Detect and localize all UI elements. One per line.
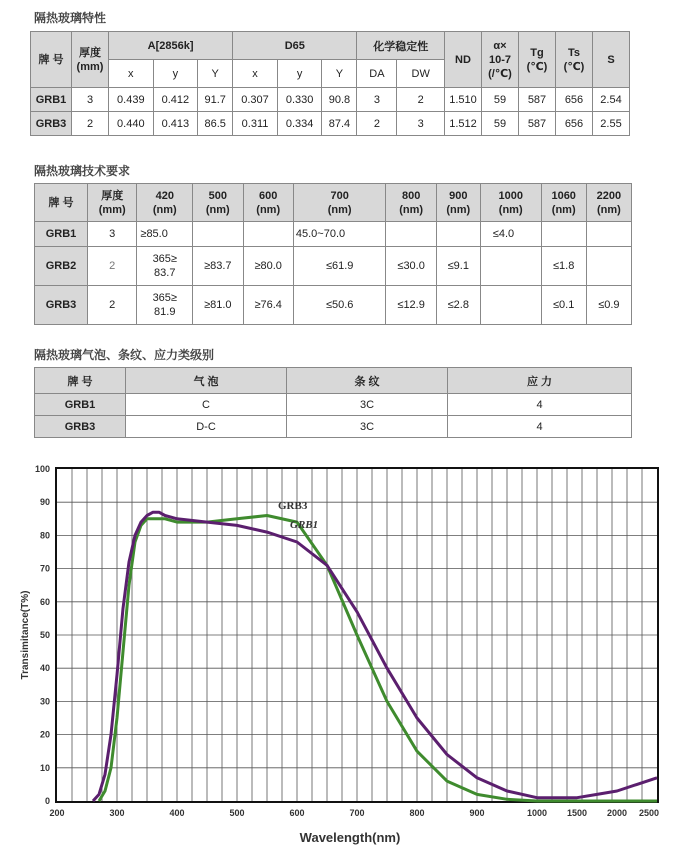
transmittance-chart — [0, 455, 694, 852]
table-cell: ≤9.1 — [436, 247, 480, 286]
header-500: 500 (nm) — [193, 184, 243, 222]
table-cell: 91.7 — [198, 88, 233, 112]
table-cell: 2.54 — [593, 88, 630, 112]
table-cell: C — [126, 394, 287, 416]
y-tick-label: 20 — [39, 729, 50, 740]
table-row — [31, 88, 630, 112]
table-cell: 0.311 — [233, 112, 278, 136]
y-tick-label: 0 — [44, 796, 50, 806]
table-cell: ≥76.4 — [243, 286, 293, 325]
subheader-x: x — [109, 60, 154, 88]
x-axis-label: Wavelength(nm) — [299, 830, 401, 845]
table-cell: ≤1.8 — [541, 247, 586, 286]
table-header-row — [35, 184, 632, 222]
x-tick-label: 200 — [49, 808, 65, 818]
y-tick-label: 90 — [39, 497, 50, 508]
table-row — [31, 112, 630, 136]
table-cell — [480, 247, 541, 286]
header-600: 600 (nm) — [243, 184, 293, 222]
header-2200: 2200 (nm) — [586, 184, 631, 222]
subheader-Y: Y — [322, 60, 357, 88]
table-cell: 3C — [287, 416, 448, 438]
grade-cell: GRB3 — [31, 112, 72, 136]
header-tg: Tg (℃) — [519, 32, 556, 88]
table-cell: 1.512 — [445, 112, 482, 136]
table-cell — [436, 222, 480, 247]
header-1000: 1000 (nm) — [480, 184, 541, 222]
table-cell: 365≥ 83.7 — [137, 247, 193, 286]
table-cell: ≤30.0 — [386, 247, 436, 286]
header-chem-stability: 化学稳定性 — [357, 32, 445, 60]
table-cell: 587 — [519, 112, 556, 136]
header-bubbles: 气 泡 — [126, 368, 287, 394]
y-tick-label: 10 — [39, 762, 50, 773]
table-cell: 0.307 — [233, 88, 278, 112]
y-tick-label: 100 — [34, 464, 50, 474]
grade-cell: GRB3 — [35, 416, 126, 438]
header-grade: 牌 号 — [35, 184, 88, 222]
subheader-x: x — [233, 60, 278, 88]
table-cell: 2 — [88, 286, 137, 325]
x-tick-label: 1500 — [566, 808, 588, 818]
table-cell: ≥81.0 — [193, 286, 243, 325]
table-cell: 4 — [448, 416, 632, 438]
table-cell: D-C — [126, 416, 287, 438]
table-cell: 90.8 — [322, 88, 357, 112]
x-tick-label: 1000 — [526, 808, 548, 818]
y-tick-label: 30 — [39, 696, 50, 707]
table-cell — [386, 222, 436, 247]
section-title-tech-requirements: 隔热玻璃技术要求 — [34, 164, 131, 178]
header-420: 420 (nm) — [137, 184, 193, 222]
section-title-properties: 隔热玻璃特性 — [34, 11, 107, 25]
header-grade: 牌 号 — [35, 368, 126, 394]
table-header-row — [35, 368, 632, 394]
table-cell: 656 — [556, 88, 593, 112]
section-title-defect-grades: 隔热玻璃气泡、条纹、应力类级别 — [34, 348, 215, 362]
properties-table — [30, 31, 630, 136]
subheader-da: DA — [357, 60, 397, 88]
table-cell: 87.4 — [322, 112, 357, 136]
table-cell: 3C — [287, 394, 448, 416]
x-tick-label: 700 — [349, 808, 365, 818]
header-d65: D65 — [233, 32, 357, 60]
y-tick-label: 70 — [39, 563, 50, 574]
table-cell: 365≥ 81.9 — [137, 286, 193, 325]
table-row — [35, 416, 632, 438]
grade-cell: GRB1 — [31, 88, 72, 112]
table-cell — [243, 222, 293, 247]
x-tick-label: 300 — [109, 808, 125, 818]
table-cell — [480, 286, 541, 325]
table-cell: 0.330 — [277, 88, 322, 112]
header-s: S — [593, 32, 630, 88]
table-cell: 0.440 — [109, 112, 154, 136]
y-tick-label: 80 — [39, 530, 50, 541]
header-thickness: 厚度 (mm) — [88, 184, 137, 222]
table-cell: 2 — [72, 112, 109, 136]
table-cell: ≤0.9 — [586, 286, 631, 325]
y-axis-label: Transimitance(T%) — [20, 590, 31, 680]
table-cell: 0.412 — [153, 88, 198, 112]
table-cell: 3 — [88, 222, 137, 247]
series-label-grb3: GRB3 — [278, 500, 308, 512]
table-cell: ≤12.9 — [386, 286, 436, 325]
y-tick-label: 60 — [39, 596, 50, 607]
table-cell: 0.439 — [109, 88, 154, 112]
table-cell — [586, 247, 631, 286]
header-1060: 1060 (nm) — [541, 184, 586, 222]
table-cell: 86.5 — [198, 112, 233, 136]
y-tick-label: 50 — [39, 630, 50, 640]
grade-cell: GRB2 — [35, 247, 88, 286]
grade-cell: GRB3 — [35, 286, 88, 325]
x-tick-label: 2500 — [638, 808, 660, 818]
table-cell: 3 — [357, 88, 397, 112]
x-tick-label: 600 — [289, 808, 305, 818]
table-cell: 59 — [482, 88, 519, 112]
table-cell: ≤2.8 — [436, 286, 480, 325]
table-cell: 0.413 — [153, 112, 198, 136]
table-cell: 587 — [519, 88, 556, 112]
table-row — [35, 222, 632, 247]
table-cell: ≤50.6 — [293, 286, 386, 325]
header-grade: 牌 号 — [31, 32, 72, 88]
table-cell: 1.510 — [445, 88, 482, 112]
header-nd: ND — [445, 32, 482, 88]
x-tick-label: 2000 — [606, 808, 628, 818]
y-tick-label: 40 — [39, 663, 50, 674]
table-cell: 0.334 — [277, 112, 322, 136]
grade-cell: GRB1 — [35, 222, 88, 247]
table-row — [35, 247, 632, 286]
header-800: 800 (nm) — [386, 184, 436, 222]
table-cell: 656 — [556, 112, 593, 136]
header-700: 700 (nm) — [293, 184, 386, 222]
table-row — [35, 286, 632, 325]
table-row — [35, 394, 632, 416]
table-cell: 2 — [88, 247, 137, 286]
header-a2856k: A[2856k] — [109, 32, 233, 60]
table-cell: 3 — [72, 88, 109, 112]
table-cell: ≤0.1 — [541, 286, 586, 325]
table-cell: ≥85.0 — [137, 222, 193, 247]
subheader-Y: Y — [198, 60, 233, 88]
table-cell — [586, 222, 631, 247]
table-cell: 4 — [448, 394, 632, 416]
table-cell: 45.0~70.0 — [293, 222, 386, 247]
defect-grades-table — [34, 367, 632, 438]
table-cell — [193, 222, 243, 247]
x-tick-label: 500 — [229, 808, 245, 818]
table-cell: 2.55 — [593, 112, 630, 136]
subheader-y: y — [277, 60, 322, 88]
header-striae: 条 纹 — [287, 368, 448, 394]
table-cell: 2 — [397, 88, 445, 112]
grade-cell: GRB1 — [35, 394, 126, 416]
table-header-row — [31, 32, 630, 60]
header-alpha: α× 10-7 (/℃) — [482, 32, 519, 88]
header-ts: Ts (℃) — [556, 32, 593, 88]
x-tick-label: 400 — [169, 808, 185, 818]
tech-requirements-table — [34, 183, 632, 325]
x-tick-labels — [49, 808, 659, 818]
y-tick-labels — [35, 464, 50, 806]
series-label-grb1: GRB1 — [290, 519, 319, 531]
subheader-dw: DW — [397, 60, 445, 88]
x-tick-label: 800 — [409, 808, 425, 818]
table-cell: ≥83.7 — [193, 247, 243, 286]
header-900: 900 (nm) — [436, 184, 480, 222]
table-cell — [541, 222, 586, 247]
x-tick-label: 900 — [469, 808, 485, 818]
header-thickness: 厚度 (mm) — [72, 32, 109, 88]
table-cell: ≤4.0 — [480, 222, 541, 247]
subheader-y: y — [153, 60, 198, 88]
table-cell: 3 — [397, 112, 445, 136]
header-stress: 应 力 — [448, 368, 632, 394]
table-cell: ≤61.9 — [293, 247, 386, 286]
table-cell: 59 — [482, 112, 519, 136]
table-cell: ≥80.0 — [243, 247, 293, 286]
table-cell: 2 — [357, 112, 397, 136]
